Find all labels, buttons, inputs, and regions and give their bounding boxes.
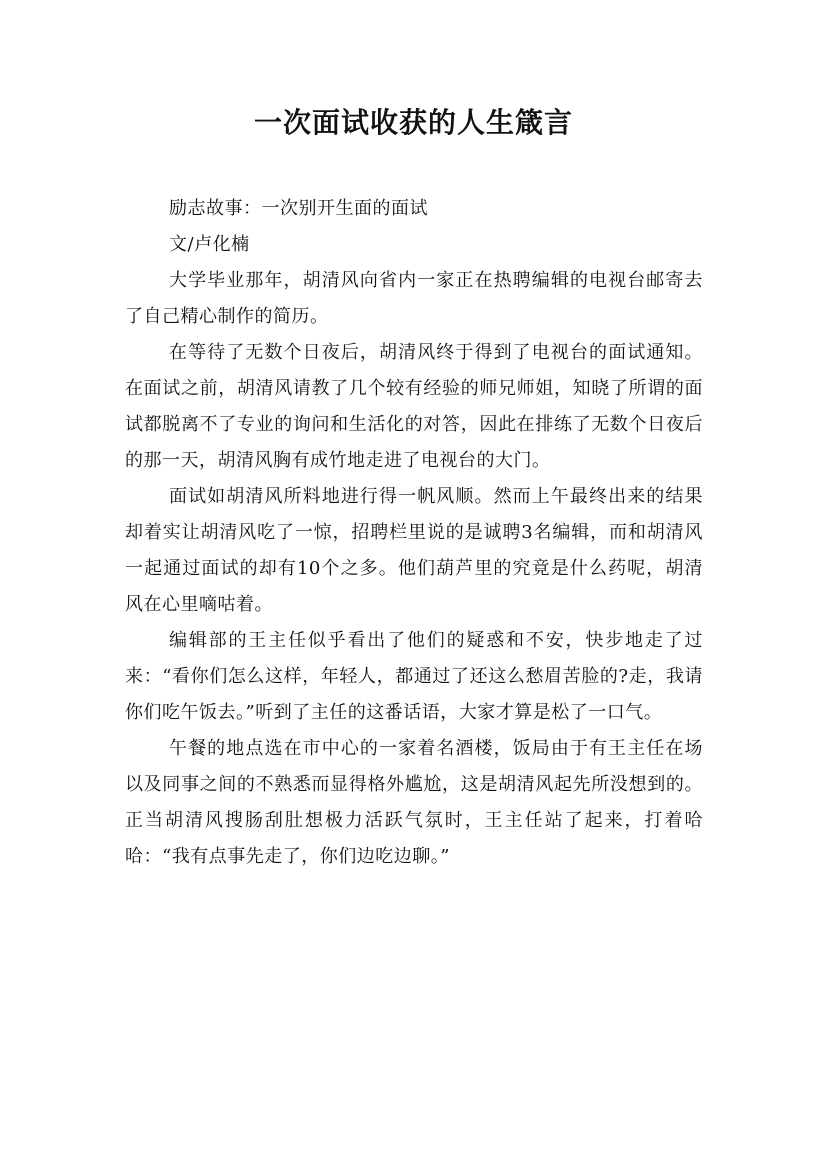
paragraph-author: 文/卢化楠 [169, 234, 250, 255]
paragraph-subtitle: 励志故事：一次别开生面的面试 [169, 198, 428, 219]
paragraph: 在等待了无数个日夜后，胡清风终于得到了电视台的面试通知。在面试之前，胡清风请教了几个较有经验的师兄师姐，知晓了所谓的面试都脱离不了专业的询问和生活化的对答，因此在排练了无数个日夜后的那一天，胡清风胸有成竹地走进了电视台的大门。 [125, 342, 703, 471]
paragraph: 编辑部的王主任似乎看出了他们的疑惑和不安，快步地走了过来：“看你们怎么这样，年轻人，都通过了还这么愁眉苦脸的?走，我请你们吃午饭去。”听到了主任的这番话语，大家才算是松了一口气。 [125, 630, 703, 723]
paragraph: 午餐的地点选在市中心的一家着名酒楼，饭局由于有王主任在场以及同事之间的不熟悉而显得格外尴尬，这是胡清风起先所没想到的。正当胡清风搜肠刮肚想极力活跃气氛时，王主任站了起来，打着哈哈：“我有点事先走了，你们边吃边聊。” [125, 738, 703, 867]
document-body [125, 191, 703, 875]
paragraph: 大学毕业那年，胡清风向省内一家正在热聘编辑的电视台邮寄去了自己精心制作的简历。 [125, 270, 703, 327]
paragraph: 面试如胡清风所料地进行得一帆风顺。然而上午最终出来的结果却着实让胡清风吃了一惊，招聘栏里说的是诚聘3名编辑，而和胡清风一起通过面试的却有10个之多。他们葫芦里的究竟是什么药呢，胡清风在心里嘀咕着。 [125, 486, 703, 615]
document-title: 一次面试收获的人生箴言 [253, 106, 573, 139]
